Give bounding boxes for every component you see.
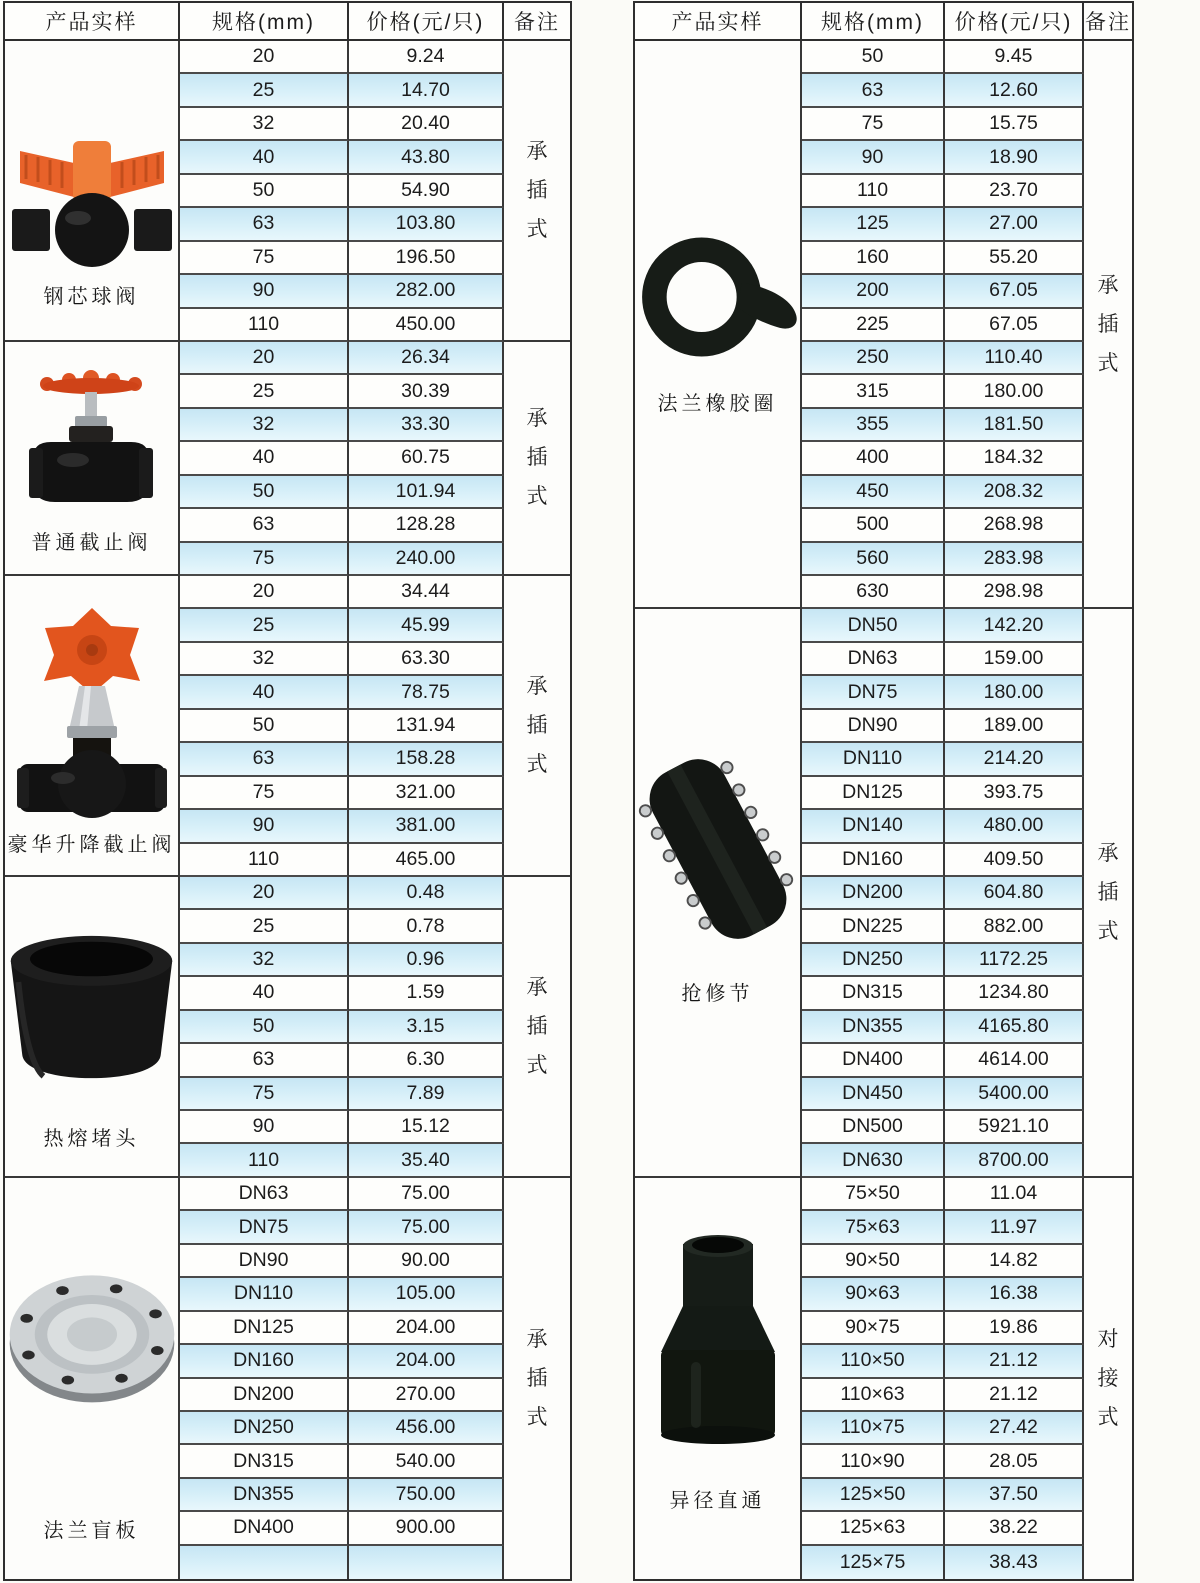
price-cell: 21.12 bbox=[945, 1379, 1084, 1412]
price-cell: 67.05 bbox=[945, 275, 1084, 308]
price-cell: 18.90 bbox=[945, 141, 1084, 174]
spec-cell: 32 bbox=[180, 944, 349, 977]
reducer-photo bbox=[635, 1178, 800, 1450]
price-cell: 33.30 bbox=[349, 409, 504, 442]
spec-cell: DN400 bbox=[802, 1044, 945, 1077]
gasket-ring-image bbox=[636, 237, 800, 357]
spec-cell: 400 bbox=[802, 442, 945, 475]
price-cell: 0.96 bbox=[349, 944, 504, 977]
spec-cell: DN90 bbox=[802, 710, 945, 743]
price-cell: 1172.25 bbox=[945, 944, 1084, 977]
price-cell: 110.40 bbox=[945, 342, 1084, 375]
spec-cell: 110×90 bbox=[802, 1445, 945, 1478]
spec-cell: DN355 bbox=[802, 1011, 945, 1044]
spec-cell: 225 bbox=[802, 309, 945, 342]
price-cell: 159.00 bbox=[945, 643, 1084, 676]
spec-cell: 90×63 bbox=[802, 1278, 945, 1311]
remark-cell bbox=[504, 576, 570, 877]
spec-cell: 90 bbox=[802, 141, 945, 174]
spec-cell: DN225 bbox=[802, 910, 945, 943]
spec-cell: 90 bbox=[180, 810, 349, 843]
price-cell: 34.44 bbox=[349, 576, 504, 609]
spec-cell: DN75 bbox=[180, 1211, 349, 1244]
price-cell: 16.38 bbox=[945, 1278, 1084, 1311]
price-cell: 14.82 bbox=[945, 1245, 1084, 1278]
product-name: 钢芯球阀 bbox=[43, 286, 140, 308]
price-cell: 27.00 bbox=[945, 208, 1084, 241]
remark-char: 式 bbox=[1097, 351, 1119, 375]
remark-cell bbox=[1084, 41, 1132, 609]
spec-cell: DN90 bbox=[180, 1245, 349, 1278]
price-cell: 101.94 bbox=[349, 476, 504, 509]
spec-cell: DN50 bbox=[802, 609, 945, 642]
spec-cell: 50 bbox=[180, 175, 349, 208]
spec-cell: DN450 bbox=[802, 1078, 945, 1111]
spec-cell: 125×63 bbox=[802, 1512, 945, 1545]
product-section bbox=[5, 342, 570, 576]
spec-cell: 110 bbox=[180, 1144, 349, 1177]
spec-cell: 75 bbox=[180, 1078, 349, 1111]
spec-cell: 50 bbox=[180, 1011, 349, 1044]
price-cell: 3.15 bbox=[349, 1011, 504, 1044]
remark-char: 插 bbox=[526, 1014, 548, 1038]
header-cell: 价格(元/只) bbox=[349, 3, 504, 39]
remark-char: 对 bbox=[1097, 1328, 1119, 1351]
price-table-left bbox=[3, 1, 572, 1581]
remark-char: 承 bbox=[1097, 273, 1119, 297]
price-cell: 20.40 bbox=[349, 108, 504, 141]
price-cell: 381.00 bbox=[349, 810, 504, 843]
globe-valve-image bbox=[29, 364, 154, 514]
price-cell: 26.34 bbox=[349, 342, 504, 375]
spec-cell: 63 bbox=[180, 208, 349, 241]
ball-valve-image bbox=[12, 105, 172, 270]
remark-char: 式 bbox=[526, 1053, 548, 1077]
table-header-row bbox=[635, 3, 1132, 41]
price-cell: 465.00 bbox=[349, 844, 504, 877]
product-section bbox=[5, 576, 570, 877]
price-cell: 189.00 bbox=[945, 710, 1084, 743]
spec-cell: DN355 bbox=[180, 1479, 349, 1512]
spec-cell: DN160 bbox=[180, 1345, 349, 1378]
spec-cell: 40 bbox=[180, 676, 349, 709]
price-cell: 28.05 bbox=[945, 1445, 1084, 1478]
remark-cell bbox=[504, 1178, 570, 1579]
price-cell: 882.00 bbox=[945, 910, 1084, 943]
spec-cell: DN500 bbox=[802, 1111, 945, 1144]
price-cell: 6.30 bbox=[349, 1044, 504, 1077]
price-cell: 9.24 bbox=[349, 41, 504, 74]
price-cell: 75.00 bbox=[349, 1211, 504, 1244]
remark-char: 插 bbox=[526, 178, 548, 202]
price-cell: 15.75 bbox=[945, 108, 1084, 141]
remark-char: 承 bbox=[526, 975, 548, 999]
spec-cell: 125×50 bbox=[802, 1479, 945, 1512]
price-cell: 5921.10 bbox=[945, 1111, 1084, 1144]
price-cell: 67.05 bbox=[945, 309, 1084, 342]
price-cell: 184.32 bbox=[945, 442, 1084, 475]
spec-cell: 40 bbox=[180, 442, 349, 475]
product-photo-cell bbox=[5, 1178, 180, 1579]
spec-cell: 125 bbox=[802, 208, 945, 241]
spec-cell: 450 bbox=[802, 476, 945, 509]
remark-char: 插 bbox=[526, 1367, 548, 1390]
remark-char: 式 bbox=[526, 1406, 548, 1429]
header-cell: 产品实样 bbox=[635, 3, 802, 39]
spec-cell: 110×50 bbox=[802, 1345, 945, 1378]
product-photo-cell bbox=[5, 41, 180, 342]
price-cell: 15.12 bbox=[349, 1111, 504, 1144]
header-cell: 备注 bbox=[514, 11, 560, 34]
price-cell: 196.50 bbox=[349, 242, 504, 275]
spec-cell: 110 bbox=[802, 175, 945, 208]
remark-char: 接 bbox=[1097, 1367, 1119, 1390]
product-name: 抢修节 bbox=[681, 983, 754, 1006]
product-name: 普通截止阀 bbox=[31, 531, 152, 554]
price-cell: 0.48 bbox=[349, 877, 504, 910]
spec-cell: 32 bbox=[180, 409, 349, 442]
spec-cell: 40 bbox=[180, 141, 349, 174]
spec-cell: 20 bbox=[180, 41, 349, 74]
price-cell: 90.00 bbox=[349, 1245, 504, 1278]
price-cell: 54.90 bbox=[349, 175, 504, 208]
remark-char: 插 bbox=[526, 446, 548, 470]
price-cell: 45.99 bbox=[349, 609, 504, 642]
remark-char: 式 bbox=[1097, 920, 1119, 944]
price-cell: 63.30 bbox=[349, 643, 504, 676]
price-cell: 11.97 bbox=[945, 1211, 1084, 1244]
spec-cell: 20 bbox=[180, 877, 349, 910]
deluxe-globe-valve-image bbox=[17, 606, 167, 824]
price-cell: 321.00 bbox=[349, 777, 504, 810]
remark-char: 插 bbox=[1097, 312, 1119, 336]
price-cell: 19.86 bbox=[945, 1312, 1084, 1345]
price-cell: 604.80 bbox=[945, 877, 1084, 910]
price-cell: 204.00 bbox=[349, 1345, 504, 1378]
spec-cell: 315 bbox=[802, 375, 945, 408]
product-section bbox=[5, 877, 570, 1178]
price-cell: 393.75 bbox=[945, 777, 1084, 810]
price-cell: 128.28 bbox=[349, 509, 504, 542]
header-cell: 备注 bbox=[1085, 11, 1131, 34]
price-cell: 181.50 bbox=[945, 409, 1084, 442]
price-cell: 12.60 bbox=[945, 74, 1084, 107]
product-section bbox=[635, 41, 1132, 609]
spec-cell: 75 bbox=[180, 777, 349, 810]
remark-char: 插 bbox=[1097, 881, 1119, 905]
spec-cell: DN250 bbox=[802, 944, 945, 977]
header-cell: 价格(元/只) bbox=[945, 3, 1084, 39]
spec-cell: DN140 bbox=[802, 810, 945, 843]
spec-cell: DN630 bbox=[802, 1144, 945, 1177]
spec-cell: 63 bbox=[180, 1044, 349, 1077]
remark-char: 式 bbox=[526, 752, 548, 776]
spec-cell: 110×75 bbox=[802, 1412, 945, 1445]
spec-cell: 90 bbox=[180, 1111, 349, 1144]
price-cell: 750.00 bbox=[349, 1479, 504, 1512]
table-header-row bbox=[5, 3, 570, 41]
spec-cell: DN63 bbox=[802, 643, 945, 676]
spec-cell: 90×50 bbox=[802, 1245, 945, 1278]
remark-char: 式 bbox=[526, 217, 548, 241]
spec-cell: 355 bbox=[802, 409, 945, 442]
product-photo-cell bbox=[635, 41, 802, 609]
product-section bbox=[5, 41, 570, 342]
spec-cell: 32 bbox=[180, 643, 349, 676]
price-cell: 298.98 bbox=[945, 576, 1084, 609]
product-section bbox=[635, 609, 1132, 1177]
price-cell: 30.39 bbox=[349, 375, 504, 408]
spec-cell: 75 bbox=[802, 108, 945, 141]
price-cell bbox=[349, 1546, 504, 1579]
price-cell: 27.42 bbox=[945, 1412, 1084, 1445]
product-photo-cell bbox=[635, 609, 802, 1177]
price-cell: 131.94 bbox=[349, 710, 504, 743]
spec-cell: DN250 bbox=[180, 1412, 349, 1445]
spec-cell: 200 bbox=[802, 275, 945, 308]
spec-cell: 110×63 bbox=[802, 1379, 945, 1412]
price-cell: 75.00 bbox=[349, 1178, 504, 1211]
spec-cell: 63 bbox=[802, 74, 945, 107]
spec-cell: DN200 bbox=[180, 1379, 349, 1412]
ball-valve-photo bbox=[5, 41, 178, 270]
product-photo-cell bbox=[5, 576, 180, 877]
spec-cell: 20 bbox=[180, 576, 349, 609]
price-cell: 1234.80 bbox=[945, 977, 1084, 1010]
blind-flange-image bbox=[7, 1270, 177, 1406]
blind-flange-photo bbox=[5, 1178, 178, 1406]
price-cell: 23.70 bbox=[945, 175, 1084, 208]
spec-cell: 25 bbox=[180, 609, 349, 642]
product-name: 异径直通 bbox=[669, 1489, 766, 1512]
spec-cell: 50 bbox=[802, 41, 945, 74]
header-cell: 产品实样 bbox=[5, 3, 180, 39]
remark-cell bbox=[1084, 609, 1132, 1177]
spec-cell: 25 bbox=[180, 910, 349, 943]
remark-char: 承 bbox=[526, 1328, 548, 1351]
product-photo-cell bbox=[5, 877, 180, 1178]
price-cell: 43.80 bbox=[349, 141, 504, 174]
product-photo-cell bbox=[5, 342, 180, 576]
price-cell: 38.22 bbox=[945, 1512, 1084, 1545]
spec-cell: DN125 bbox=[802, 777, 945, 810]
spec-cell: 50 bbox=[180, 476, 349, 509]
product-name: 热熔堵头 bbox=[43, 1127, 140, 1150]
price-cell: 103.80 bbox=[349, 208, 504, 241]
globe-valve-photo bbox=[5, 342, 178, 514]
price-cell: 5400.00 bbox=[945, 1078, 1084, 1111]
spec-cell: 110 bbox=[180, 844, 349, 877]
repair-clamp-image bbox=[638, 749, 798, 949]
price-cell: 900.00 bbox=[349, 1512, 504, 1545]
product-name: 法兰盲板 bbox=[43, 1519, 140, 1542]
remark-char: 承 bbox=[526, 139, 548, 163]
reducer-image bbox=[653, 1230, 783, 1450]
price-cell: 282.00 bbox=[349, 275, 504, 308]
price-cell: 55.20 bbox=[945, 242, 1084, 275]
end-cap-image bbox=[5, 921, 178, 1096]
deluxe-globe-valve-photo bbox=[5, 576, 178, 824]
spec-cell: DN315 bbox=[180, 1445, 349, 1478]
repair-clamp-photo bbox=[635, 609, 800, 949]
price-cell: 450.00 bbox=[349, 309, 504, 342]
price-cell: 456.00 bbox=[349, 1412, 504, 1445]
price-cell: 142.20 bbox=[945, 609, 1084, 642]
spec-cell: 90×75 bbox=[802, 1312, 945, 1345]
spec-cell bbox=[180, 1546, 349, 1579]
price-cell: 180.00 bbox=[945, 375, 1084, 408]
product-name: 豪华升降截止阀 bbox=[7, 834, 176, 856]
spec-cell: DN75 bbox=[802, 676, 945, 709]
price-cell: 11.04 bbox=[945, 1178, 1084, 1211]
remark-char: 承 bbox=[1097, 842, 1119, 866]
spec-cell: 50 bbox=[180, 710, 349, 743]
remark-cell bbox=[504, 342, 570, 576]
spec-cell: 75×50 bbox=[802, 1178, 945, 1211]
spec-cell: 125×75 bbox=[802, 1546, 945, 1579]
price-cell: 283.98 bbox=[945, 543, 1084, 576]
price-cell: 214.20 bbox=[945, 743, 1084, 776]
spec-cell: DN63 bbox=[180, 1178, 349, 1211]
price-cell: 4614.00 bbox=[945, 1044, 1084, 1077]
remark-char: 承 bbox=[526, 407, 548, 431]
gasket-ring-photo bbox=[635, 41, 800, 357]
price-cell: 240.00 bbox=[349, 543, 504, 576]
remark-cell bbox=[1084, 1178, 1132, 1579]
spec-cell: 75×63 bbox=[802, 1211, 945, 1244]
spec-cell: 63 bbox=[180, 743, 349, 776]
product-section bbox=[5, 1178, 570, 1579]
spec-cell: 40 bbox=[180, 977, 349, 1010]
price-cell: 158.28 bbox=[349, 743, 504, 776]
spec-cell: 20 bbox=[180, 342, 349, 375]
spec-cell: 32 bbox=[180, 108, 349, 141]
remark-char: 插 bbox=[526, 713, 548, 737]
spec-cell: DN125 bbox=[180, 1312, 349, 1345]
spec-cell: DN200 bbox=[802, 877, 945, 910]
price-cell: 480.00 bbox=[945, 810, 1084, 843]
spec-cell: 90 bbox=[180, 275, 349, 308]
price-cell: 35.40 bbox=[349, 1144, 504, 1177]
price-cell: 204.00 bbox=[349, 1312, 504, 1345]
spec-cell: 25 bbox=[180, 375, 349, 408]
price-cell: 4165.80 bbox=[945, 1011, 1084, 1044]
spec-cell: 63 bbox=[180, 509, 349, 542]
price-cell: 78.75 bbox=[349, 676, 504, 709]
price-cell: 208.32 bbox=[945, 476, 1084, 509]
price-cell: 409.50 bbox=[945, 844, 1084, 877]
spec-cell: 25 bbox=[180, 74, 349, 107]
product-photo-cell bbox=[635, 1178, 802, 1579]
spec-cell: 630 bbox=[802, 576, 945, 609]
remark-cell bbox=[504, 877, 570, 1178]
price-cell: 540.00 bbox=[349, 1445, 504, 1478]
header-cell: 规格(mm) bbox=[180, 3, 349, 39]
price-cell: 8700.00 bbox=[945, 1144, 1084, 1177]
price-cell: 1.59 bbox=[349, 977, 504, 1010]
header-cell: 规格(mm) bbox=[802, 3, 945, 39]
price-cell: 38.43 bbox=[945, 1546, 1084, 1579]
spec-cell: DN110 bbox=[802, 743, 945, 776]
spec-cell: DN110 bbox=[180, 1278, 349, 1311]
spec-cell: 250 bbox=[802, 342, 945, 375]
price-cell: 14.70 bbox=[349, 74, 504, 107]
price-cell: 268.98 bbox=[945, 509, 1084, 542]
remark-char: 式 bbox=[526, 485, 548, 509]
price-cell: 9.45 bbox=[945, 41, 1084, 74]
price-cell: 60.75 bbox=[349, 442, 504, 475]
spec-cell: 500 bbox=[802, 509, 945, 542]
price-cell: 7.89 bbox=[349, 1078, 504, 1111]
remark-cell bbox=[504, 41, 570, 342]
price-cell: 270.00 bbox=[349, 1379, 504, 1412]
spec-cell: 75 bbox=[180, 242, 349, 275]
spec-cell: 75 bbox=[180, 543, 349, 576]
price-cell: 105.00 bbox=[349, 1278, 504, 1311]
product-name: 法兰橡胶圈 bbox=[657, 393, 778, 415]
remark-char: 式 bbox=[1097, 1406, 1119, 1429]
product-section bbox=[635, 1178, 1132, 1579]
spec-cell: 160 bbox=[802, 242, 945, 275]
spec-cell: DN315 bbox=[802, 977, 945, 1010]
remark-char: 承 bbox=[526, 674, 548, 698]
price-cell: 21.12 bbox=[945, 1345, 1084, 1378]
spec-cell: 560 bbox=[802, 543, 945, 576]
spec-cell: DN400 bbox=[180, 1512, 349, 1545]
end-cap-photo bbox=[5, 877, 178, 1096]
price-cell: 0.78 bbox=[349, 910, 504, 943]
price-cell: 37.50 bbox=[945, 1479, 1084, 1512]
price-cell: 180.00 bbox=[945, 676, 1084, 709]
spec-cell: DN160 bbox=[802, 844, 945, 877]
spec-cell: 110 bbox=[180, 309, 349, 342]
price-table-right bbox=[633, 1, 1134, 1581]
